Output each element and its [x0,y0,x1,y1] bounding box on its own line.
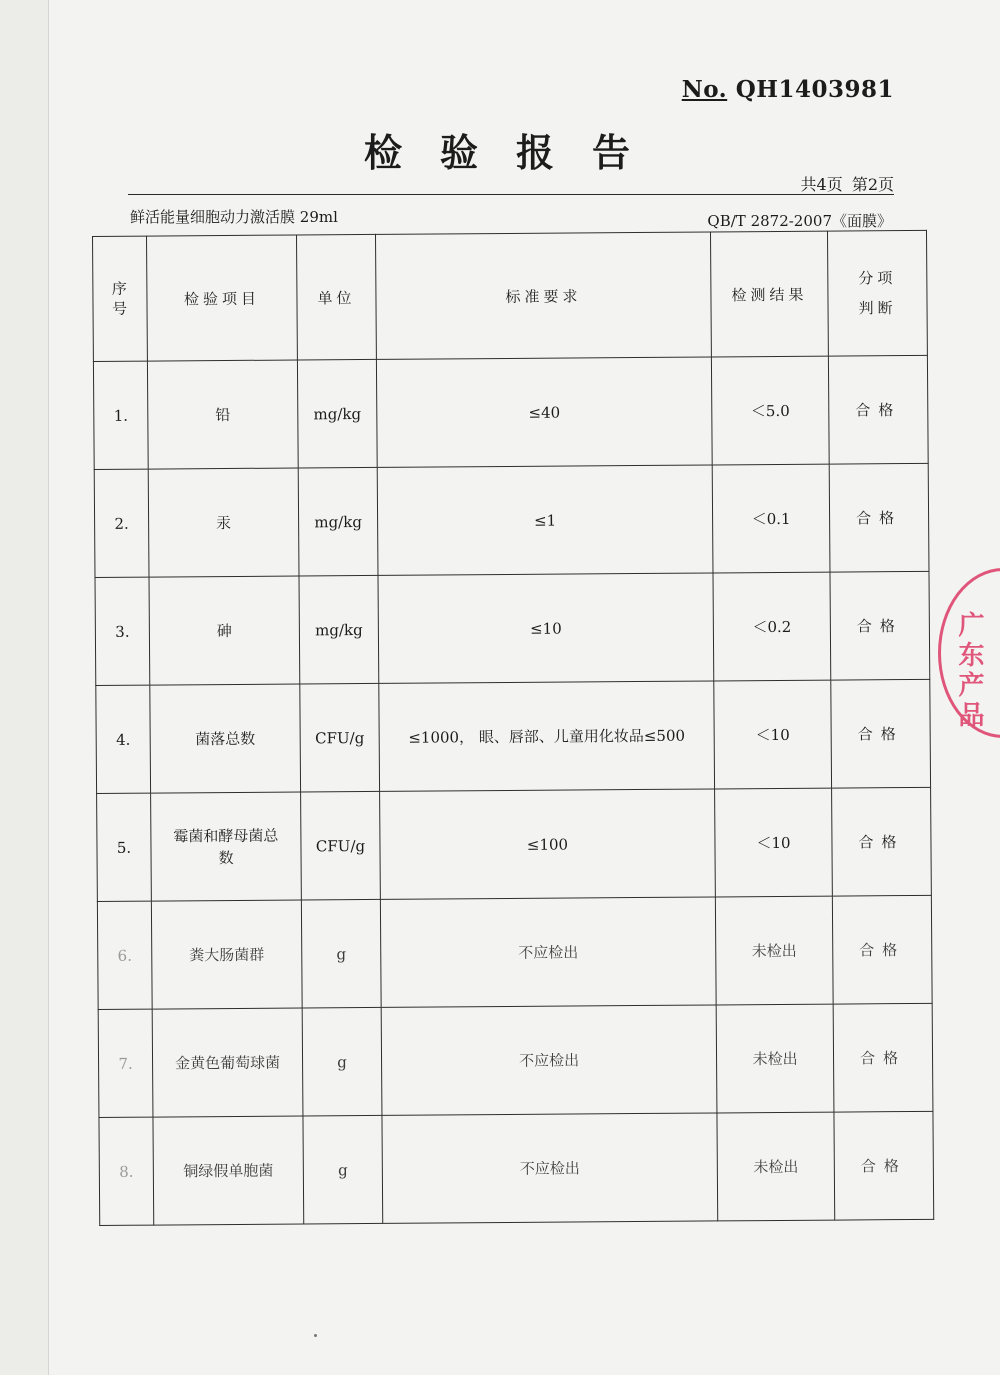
row-item: 汞 [148,468,299,577]
report-number-label: No. [681,76,728,103]
row-item: 铅 [147,360,298,469]
row-result: ＜0.1 [712,464,830,573]
paper-speck [314,1334,317,1337]
table-row [94,463,929,577]
standard-reference: QB/T 2872-2007《面膜》 [707,212,892,230]
row-unit: CFU/g [301,791,381,900]
row-index: 6. [97,901,152,1009]
table-row [97,895,932,1009]
row-item: 粪大肠菌群 [151,900,302,1009]
row-requirement: 不应检出 [380,897,716,1007]
seal-text: 广东产品 [954,611,984,731]
row-result: 未检出 [716,1004,834,1113]
row-result: ＜5.0 [711,356,829,465]
row-unit: g [302,1007,382,1116]
table-header-row [93,230,928,361]
header-rule [128,194,894,195]
row-verdict: 合格 [830,571,930,680]
row-requirement: 不应检出 [382,1113,718,1223]
row-unit: g [301,899,381,1008]
binding-margin [0,0,49,1375]
row-verdict: 合格 [829,463,929,572]
row-result: ＜10 [714,680,832,789]
row-unit: mg/kg [297,359,377,468]
product-name: 鲜活能量细胞动力激活膜 29ml [130,208,338,226]
row-verdict: 合格 [828,355,928,464]
row-item-label: 霉菌和酵母菌总数 [173,826,279,867]
row-index: 1. [93,361,148,469]
row-verdict: 合格 [832,895,932,1004]
inspection-table [92,230,934,1226]
table-row [99,1111,934,1225]
row-unit: mg/kg [298,467,378,576]
official-seal [938,568,1000,738]
row-item: 金黄色葡萄球菌 [152,1008,303,1117]
row-index: 5. [97,793,152,901]
row-requirement: ≤100 [380,789,716,899]
header-verdict-label: 分项判断 [858,269,897,318]
header-result: 检测结果 [710,231,828,357]
row-unit: mg/kg [299,575,379,684]
header-item: 检验项目 [147,235,298,361]
row-item: 菌落总数 [150,684,301,793]
page-counter: 共4页 第2页 [800,175,894,194]
table-row [96,679,931,793]
row-index: 2. [94,469,149,577]
row-requirement: ≤40 [376,357,712,467]
header-unit: 单位 [296,234,376,360]
header-index [93,236,148,361]
row-requirement: ≤1 [377,465,713,575]
row-index: 7. [98,1009,153,1117]
row-index: 4. [96,685,151,793]
row-result: ＜10 [715,788,833,897]
header-index-label: 序号 [111,279,132,318]
row-item: 铜绿假单胞菌 [153,1116,304,1225]
header-verdict [827,230,927,356]
row-item: 砷 [149,576,300,685]
row-result: ＜0.2 [713,572,831,681]
row-index: 8. [99,1117,154,1225]
report-number [682,76,894,103]
report-title: 检验报告 [363,130,668,175]
row-result: 未检出 [715,896,833,1005]
header-requirement: 标准要求 [375,232,711,359]
row-item [151,792,302,901]
row-index: 3. [95,577,150,685]
row-verdict: 合格 [834,1111,934,1220]
table-row [98,1003,933,1117]
row-result: 未检出 [717,1112,835,1221]
table-row [93,355,928,469]
row-unit: g [303,1115,383,1224]
row-verdict: 合格 [832,787,932,896]
row-verdict: 合格 [833,1003,933,1112]
row-requirement: ≤1000， 眼、唇部、儿童用化妆品≤500 [379,681,715,791]
table-row [97,787,932,901]
report-number-value: QH1403981 [735,76,894,103]
row-unit: CFU/g [300,683,380,792]
row-verdict: 合格 [831,679,931,788]
table-row [95,571,930,685]
row-requirement: 不应检出 [381,1005,717,1115]
row-requirement: ≤10 [378,573,714,683]
